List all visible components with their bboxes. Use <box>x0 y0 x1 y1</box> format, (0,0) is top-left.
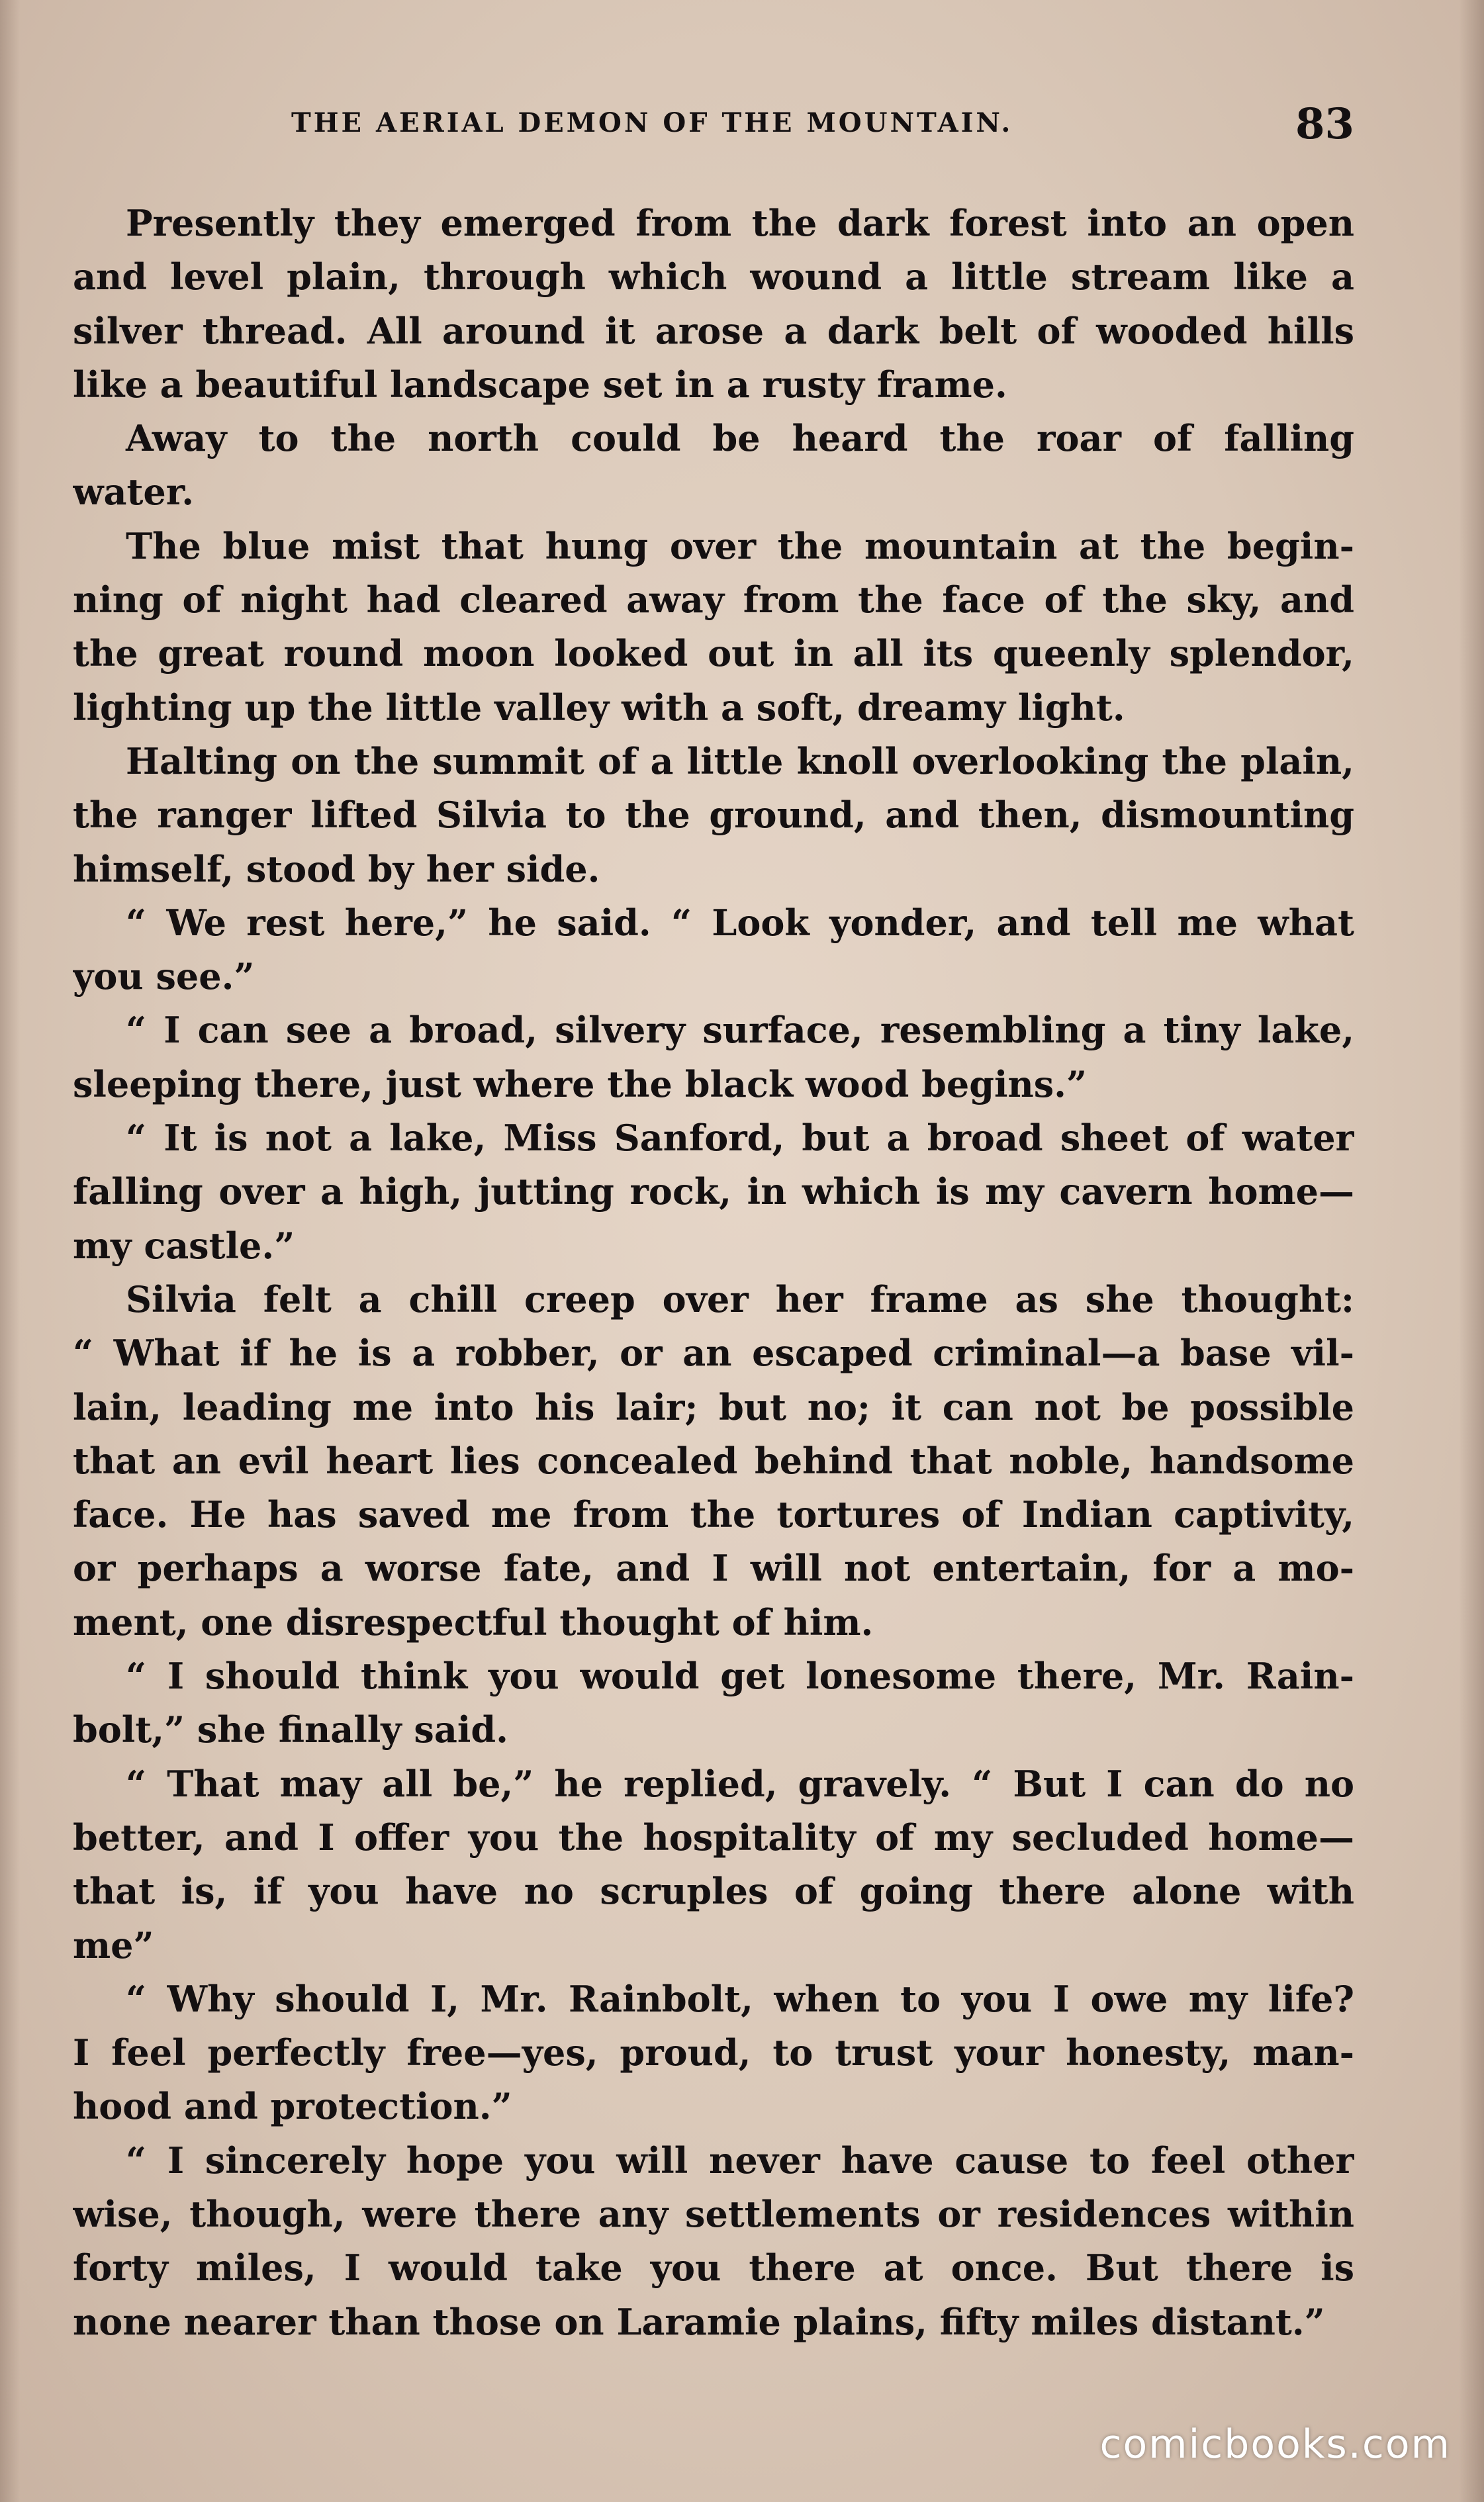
text-line: or perhaps a worse fate, and I will not entertain, for a mo- <box>73 1547 1354 1590</box>
text-line: forty miles, I would take you there at once. But there is <box>73 2247 1354 2290</box>
paragraph <box>73 412 1354 520</box>
paragraph <box>73 1649 1354 1757</box>
page-number: 83 <box>1295 99 1354 149</box>
text-line: “ I should think you would get lonesome there, Mr. Rain- <box>126 1655 1354 1698</box>
text-line: silver thread. All around it arose a dark belt of wooded hills <box>73 309 1354 352</box>
text-line: “ What if he is a robber, or an escaped criminal—a base vil- <box>73 1332 1354 1375</box>
text-line: that is, if you have no scruples of going there alone with <box>73 1870 1354 1913</box>
text-line: none nearer than those on Laramie plains, fifty miles distant.” <box>73 2300 1325 2343</box>
page-shadow-right <box>1459 0 1484 2502</box>
paragraph <box>73 197 1354 412</box>
text-line: the ranger lifted Silvia to the ground, and then, dismounting <box>73 794 1354 837</box>
text-line: better, and I offer you the hospitality of my secluded home— <box>73 1816 1354 1859</box>
text-line: lighting up the little valley with a soft, dreamy light. <box>73 686 1125 729</box>
paragraph <box>73 520 1354 735</box>
text-line: ning of night had cleared away from the face of the sky, and <box>73 579 1354 622</box>
text-line: “ I can see a broad, silvery surface, resembling a tiny lake, <box>126 1009 1354 1052</box>
text-line: Presently they emerged from the dark forest into an open <box>126 202 1354 244</box>
text-line: water. <box>73 471 195 514</box>
text-line: me” <box>73 1923 154 1967</box>
text-line: the great round moon looked out in all its queenly splendor, <box>73 632 1354 675</box>
text-line: himself, stood by her side. <box>73 847 600 890</box>
text-line: hood and protection.” <box>73 2085 512 2128</box>
text-line: “ We rest here,” he said. “ Look yonder, and tell me what <box>126 901 1354 944</box>
text-line: and level plain, through which wound a little stream like a <box>73 255 1354 299</box>
text-line: Silvia felt a chill creep over her frame as she thought: <box>126 1277 1354 1320</box>
paragraph <box>73 735 1354 896</box>
paragraph <box>73 2134 1354 2349</box>
text-line: face. He has saved me from the tortures of Indian captivity, <box>73 1493 1354 1536</box>
paragraph <box>73 1972 1354 2134</box>
text-line: lain, leading me into his lair; but no; it can not be possible <box>73 1385 1354 1428</box>
text-body <box>73 197 1354 2349</box>
text-line: “ It is not a lake, Miss Sanford, but a broad sheet of water <box>126 1117 1354 1160</box>
text-line: falling over a high, jutting rock, in which is my cavern home— <box>73 1170 1354 1213</box>
text-line: wise, though, were there any settlements or residences within <box>73 2192 1354 2235</box>
text-line: Away to the north could be heard the roar of falling <box>126 417 1354 460</box>
text-line: you see.” <box>73 955 255 998</box>
text-line: Halting on the summit of a little knoll overlooking the plain, <box>126 739 1354 782</box>
paragraph <box>73 1111 1354 1273</box>
text-line: “ I sincerely hope you will never have cause to feel other <box>126 2139 1354 2182</box>
text-line: my castle.” <box>73 1224 295 1267</box>
paragraph <box>73 896 1354 1004</box>
page-shadow-left <box>0 0 20 2502</box>
text-line: sleeping there, just where the black wood begins.” <box>73 1062 1088 1105</box>
text-line: like a beautiful landscape set in a rusty frame. <box>73 363 1007 406</box>
text-line: I feel perfectly free—yes, proud, to trust your honesty, man- <box>73 2031 1354 2074</box>
text-line: that an evil heart lies concealed behind that noble, handsome <box>73 1439 1354 1482</box>
running-title: THE AERIAL DEMON OF THE MOUNTAIN. <box>291 107 1013 138</box>
text-line: ment, one disrespectful thought of him. <box>73 1600 874 1644</box>
running-header <box>73 99 1354 152</box>
paragraph <box>73 1003 1354 1111</box>
text-line: The blue mist that hung over the mountain at the begin- <box>126 524 1354 567</box>
watermark: comicbooks.com <box>1099 2421 1451 2468</box>
text-line: “ Why should I, Mr. Rainbolt, when to you I owe my life? <box>126 1977 1354 2020</box>
text-line: bolt,” she finally said. <box>73 1708 508 1751</box>
text-line: “ That may all be,” he replied, gravely. “ But I can do no <box>126 1762 1354 1805</box>
paragraph <box>73 1273 1354 1649</box>
paragraph <box>73 1757 1354 1972</box>
